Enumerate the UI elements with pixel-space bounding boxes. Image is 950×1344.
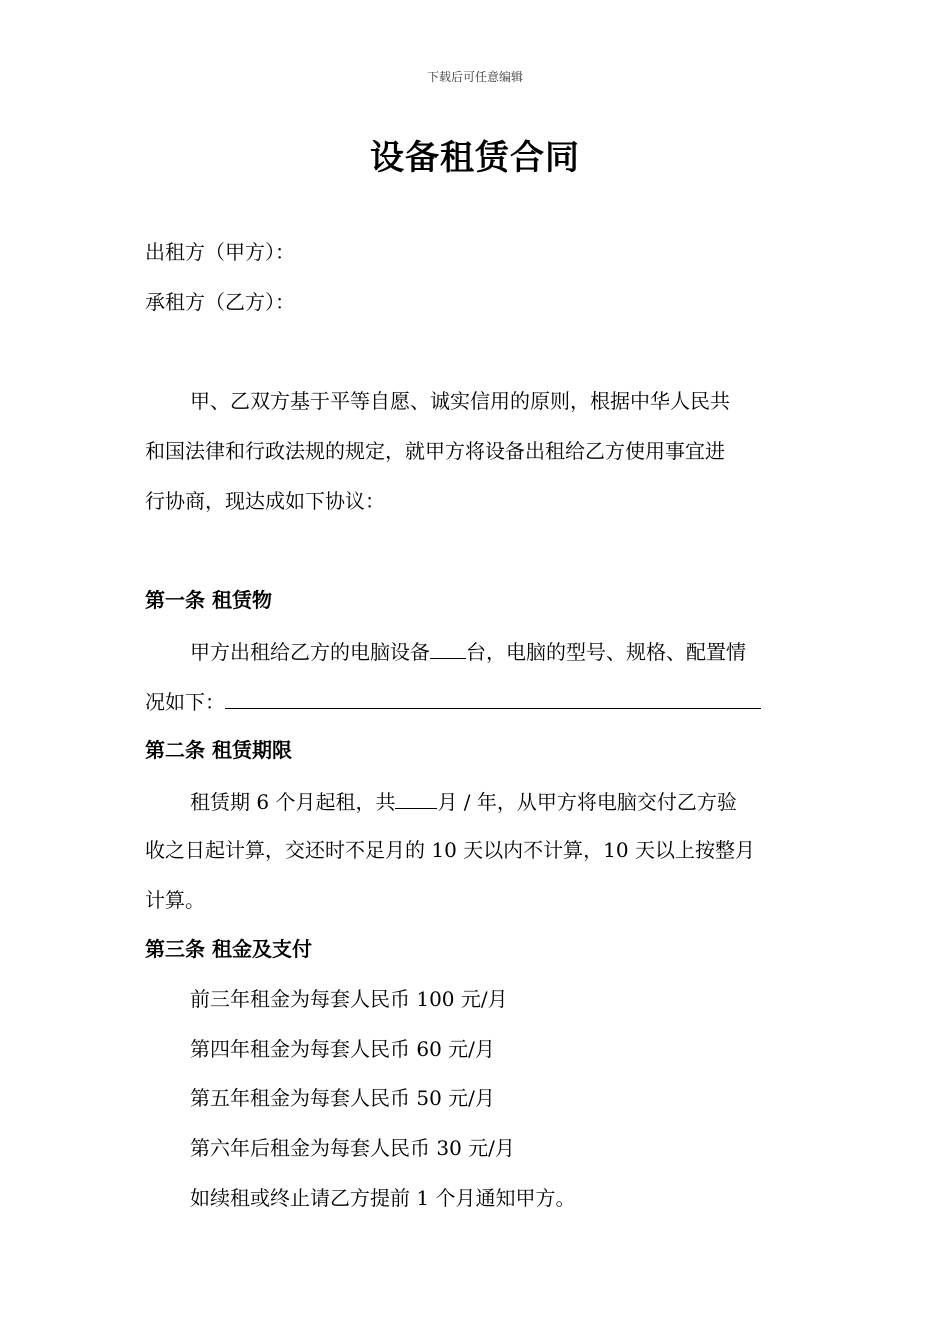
rent-item-1: 前三年租金为每套人民币 100 元/月 <box>190 987 508 1011</box>
header-note: 下载后可任意编辑 <box>426 70 523 84</box>
article-1-line-1-pre: 甲方出租给乙方的电脑设备 <box>190 640 430 664</box>
lessor-line: 出租方（甲方）： <box>145 240 295 264</box>
rent-item-2: 第四年租金为每套人民币 60 元/月 <box>190 1037 495 1061</box>
configuration-blank <box>225 686 761 709</box>
term-blank <box>395 786 437 809</box>
article-1-line-1 <box>190 636 815 666</box>
article-1-line-2-pre: 况如下： <box>145 690 225 714</box>
article-1-line-2 <box>145 686 815 716</box>
article-3-heading: 第三条 租金及支付 <box>145 937 312 961</box>
quantity-blank <box>430 636 466 659</box>
article-1-heading: 第一条 租赁物 <box>145 588 272 612</box>
article-2-line-1-post: 月 / 年，从甲方将电脑交付乙方验 <box>437 790 737 814</box>
rent-item-4: 第六年后租金为每套人民币 30 元/月 <box>190 1136 515 1160</box>
rent-item-3: 第五年租金为每套人民币 50 元/月 <box>190 1086 495 1110</box>
preamble-line-1: 甲、乙双方基于平等自愿、诚实信用的原则，根据中华人民共 <box>190 389 730 413</box>
lessee-line: 承租方（乙方）： <box>145 290 295 314</box>
article-2-heading: 第二条 租赁期限 <box>145 738 292 762</box>
article-2-line-1-pre: 租赁期 6 个月起租，共 <box>190 790 396 814</box>
article-2-line-3: 计算。 <box>145 888 205 912</box>
article-2-line-1 <box>190 786 815 816</box>
preamble-line-2: 和国法律和行政法规的规定，就甲方将设备出租给乙方使用事宜进 <box>145 439 725 463</box>
document-title: 设备租赁合同 <box>370 138 580 178</box>
preamble-line-3: 行协商，现达成如下协议： <box>145 489 385 513</box>
rent-item-5: 如续租或终止请乙方提前 1 个月通知甲方。 <box>190 1186 576 1210</box>
article-1-line-1-post: 台，电脑的型号、规格、配置情 <box>466 640 746 664</box>
article-2-line-2: 收之日起计算，交还时不足月的 10 天以内不计算，10 天以上按整月 <box>145 838 755 862</box>
